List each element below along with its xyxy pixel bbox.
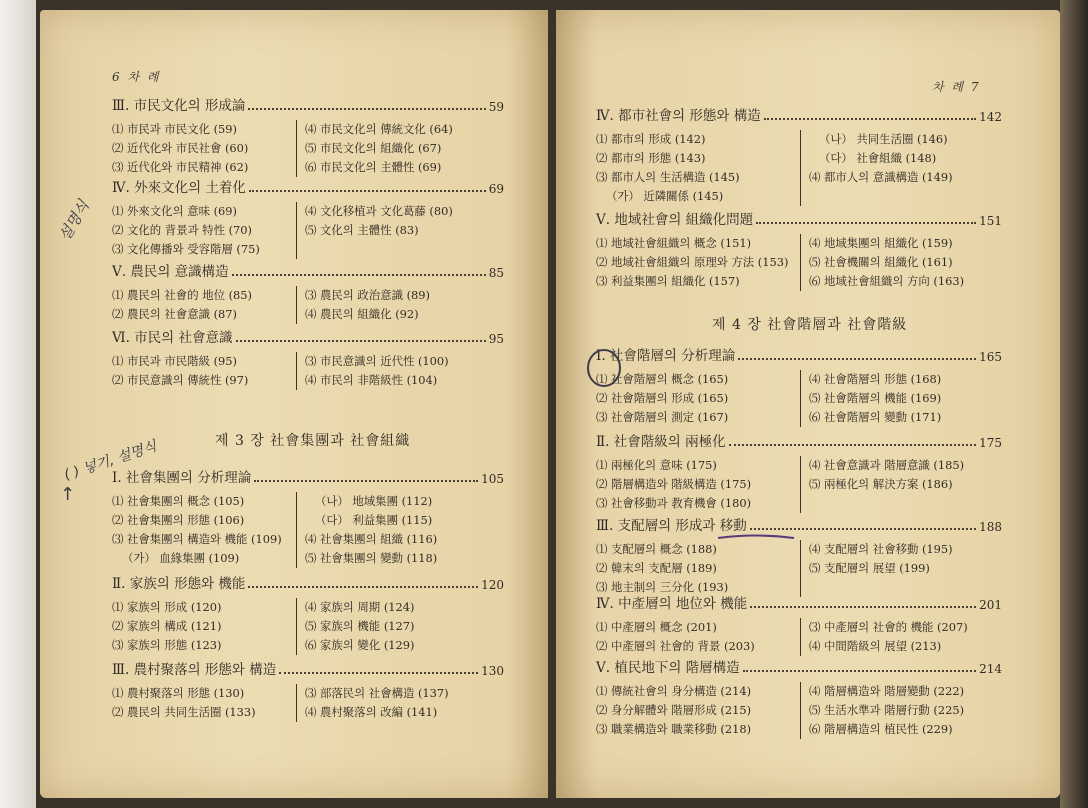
toc-item: ⑸ 生活水準과 階層行動 (225) [809,703,965,717]
toc-item: ⑵ 地域社會組織의 原理와 方法 (153) [596,255,789,269]
toc-item: ⑶ 中產層의 社會的 機能 (207) [809,620,968,634]
right-page [556,10,1060,798]
toc-item: ⑶ 文化傳播와 受容階層 (75) [112,242,260,256]
section-title: Ⅴ. 地域社會의 組織化問題 151 [596,212,1002,228]
toc-item: （다） 社會組織 (148) [819,151,937,165]
toc-item: ⑶ 農民의 政治意識 (89) [305,288,430,302]
toc-item: ⑴ 社會階層의 概念 (165) [596,372,729,386]
toc-item: ⑷ 市民文化의 傳統文化 (64) [305,122,453,136]
section-title: Ⅱ. 家族의 形態와 機能 120 [112,576,504,592]
toc-item: （다） 利益集團 (115) [315,513,433,527]
toc-item: ⑷ 階層構造와 階層變動 (222) [809,684,965,698]
toc-item: ⑶ 市民意識의 近代性 (100) [305,354,449,368]
toc-item: ⑵ 家族의 構成 (121) [112,619,222,633]
section-title: Ⅲ. 支配層의 形成과 移動 188 [596,518,1002,534]
toc-item: ⑸ 社會階層의 機能 (169) [809,391,942,405]
running-head: 6 차 례 [112,70,161,84]
handwritten-arrow-icon: ↑ [60,484,76,505]
section-title: Ⅴ. 植民地下의 階層構造 214 [596,660,1002,676]
toc-item: ⑵ 市民意識의 傳統性 (97) [112,373,249,387]
toc-item: ⑷ 農村聚落의 改編 (141) [305,705,438,719]
toc-item: ⑸ 社會機關의 組織化 (161) [809,255,953,269]
toc-item: ⑸ 家族의 機能 (127) [305,619,415,633]
section-title: Ⅳ. 外來文化의 土着化 69 [112,180,504,196]
toc-item: ⑴ 兩極化의 意味 (175) [596,458,717,472]
toc-item: ⑹ 地域社會組織의 方向 (163) [809,274,965,288]
toc-item: ⑷ 家族의 周期 (124) [305,600,415,614]
toc-item: ⑵ 社會集團의 形態 (106) [112,513,245,527]
toc-item: ⑷ 社會集團의 組織 (116) [305,532,438,546]
toc-item: （나） 共同生活圈 (146) [819,132,948,146]
toc-item: ⑷ 支配層의 社會移動 (195) [809,542,953,556]
toc-item: ⑵ 身分解體와 階層形成 (215) [596,703,752,717]
toc-item: ⑵ 韓末의 支配層 (189) [596,561,717,575]
toc-item: ⑸ 兩極化의 解決方案 (186) [809,477,953,491]
section-title: Ⅳ. 中產層의 地位와 機能 201 [596,596,1002,612]
toc-section [596,430,1002,513]
toc-item: ⑹ 家族의 變化 (129) [305,638,415,652]
toc-item: （가） 血緣集團 (109) [122,551,240,565]
section-title: Ⅴ. 農民의 意識構造 85 [112,264,504,280]
toc-item: ⑷ 社會意識과 階層意識 (185) [809,458,965,472]
toc-item: ⑴ 農民의 社會的 地位 (85) [112,288,252,302]
toc-item: ⑵ 都市의 形態 (143) [596,151,706,165]
page-edge-dark [1060,0,1088,808]
toc-item: ⑸ 市民文化의 組織化 (67) [305,141,442,155]
toc-item: ⑷ 文化移植과 文化葛藤 (80) [305,204,453,218]
toc-section [112,326,504,390]
toc-item: ⑴ 外來文化의 意味 (69) [112,204,237,218]
handwritten-note: 설명식 [55,197,93,245]
section-title: Ⅲ. 農村聚落의 形態와 構造 130 [112,662,504,678]
toc-section [112,572,504,655]
toc-section [596,344,1002,427]
toc-item: ⑶ 都市人의 生活構造 (145) [596,170,740,184]
section-title: Ⅳ. 都市社會의 形態와 構造 142 [596,108,1002,124]
toc-item: ⑸ 社會集團의 變動 (118) [305,551,438,565]
toc-item: ⑶ 社會階層의 測定 (167) [596,410,729,424]
toc-item: ⑵ 階層構造와 階級構造 (175) [596,477,752,491]
toc-section [596,208,1002,291]
toc-item: （가） 近隣關係 (145) [606,189,724,203]
toc-item: ⑵ 農民의 社會意識 (87) [112,307,237,321]
toc-item: ⑶ 部落民의 社會構造 (137) [305,686,449,700]
toc-item: ⑵ 近代化와 市民社會 (60) [112,141,249,155]
toc-item: ⑴ 都市의 形成 (142) [596,132,706,146]
toc-item: ⑶ 家族의 形態 (123) [112,638,222,652]
toc-item: ⑴ 市民과 市民階級 (95) [112,354,237,368]
toc-item: ⑵ 農民의 共同生活圈 (133) [112,705,256,719]
toc-item: ⑵ 社會階層의 形成 (165) [596,391,729,405]
toc-section [112,658,504,722]
toc-item: ⑶ 社會移動과 教育機會 (180) [596,496,752,510]
toc-section [112,260,504,324]
toc-item: ⑴ 傳統社會의 身分構造 (214) [596,684,752,698]
page-edge-white [0,0,36,808]
toc-item: ⑷ 市民의 非階級性 (104) [305,373,438,387]
toc-item: ⑹ 社會階層의 變動 (171) [809,410,942,424]
toc-section [596,656,1002,739]
toc-section [596,104,1002,206]
section-title: Ⅱ. 社會階級의 兩極化 175 [596,434,1002,450]
toc-item: ⑶ 職業構造와 職業移動 (218) [596,722,752,736]
left-page [40,10,548,798]
toc-item: ⑴ 家族의 形成 (120) [112,600,222,614]
toc-item: ⑷ 農民의 組織化 (92) [305,307,419,321]
chapter-heading: 제 4 장 社會階層과 社會階級 [712,317,908,333]
toc-item: ⑶ 社會集團의 構造와 機能 (109) [112,532,282,546]
toc-item: ⑶ 利益集團의 組織化 (157) [596,274,740,288]
section-title: Ⅵ. 市民의 社會意識 95 [112,330,504,346]
toc-item: ⑸ 支配層의 展望 (199) [809,561,930,575]
toc-item: ⑶ 近代化와 市民精神 (62) [112,160,249,174]
pen-underline-mark [716,532,796,542]
toc-section [112,466,504,568]
toc-item: ⑹ 階層構造의 植民性 (229) [809,722,953,736]
toc-item: ⑴ 社會集團의 概念 (105) [112,494,245,508]
toc-section [596,514,1002,597]
toc-item: ⑴ 支配層의 概念 (188) [596,542,717,556]
chapter-heading: 제 3 장 社會集團과 社會組織 [215,433,411,449]
toc-item: ⑹ 市民文化의 主體性 (69) [305,160,442,174]
toc-item: ⑴ 地域社會組織의 概念 (151) [596,236,752,250]
toc-item: ⑵ 文化的 背景과 特性 (70) [112,223,252,237]
toc-item: ⑸ 文化의 主體性 (83) [305,223,419,237]
handwritten-note: ( ) 넣기, 설명식 [62,438,159,484]
section-title: Ⅰ. 社會集團의 分析理論 105 [112,470,504,486]
toc-item: ⑷ 中間階級의 展望 (213) [809,639,942,653]
toc-section [596,592,1002,656]
pen-circle-mark [584,346,624,390]
toc-item: ⑶ 地主制의 三分化 (193) [596,580,729,594]
running-head: 차 례 7 [932,80,981,94]
toc-item: ⑴ 農村聚落의 形態 (130) [112,686,245,700]
toc-item: （나） 地域集團 (112) [315,494,433,508]
toc-item: ⑴ 市民과 市民文化 (59) [112,122,237,136]
toc-item: ⑷ 社會階層의 形態 (168) [809,372,942,386]
toc-item: ⑵ 中產層의 社會的 背景 (203) [596,639,755,653]
section-title: Ⅰ. 社會階層의 分析理論 165 [596,348,1002,364]
toc-item: ⑴ 中產層의 概念 (201) [596,620,717,634]
toc-item: ⑷ 地域集團의 組織化 (159) [809,236,953,250]
toc-section [112,94,504,177]
toc-section [112,176,504,259]
section-title: Ⅲ. 市民文化의 形成論 59 [112,98,504,114]
toc-item: ⑷ 都市人의 意識構造 (149) [809,170,953,184]
